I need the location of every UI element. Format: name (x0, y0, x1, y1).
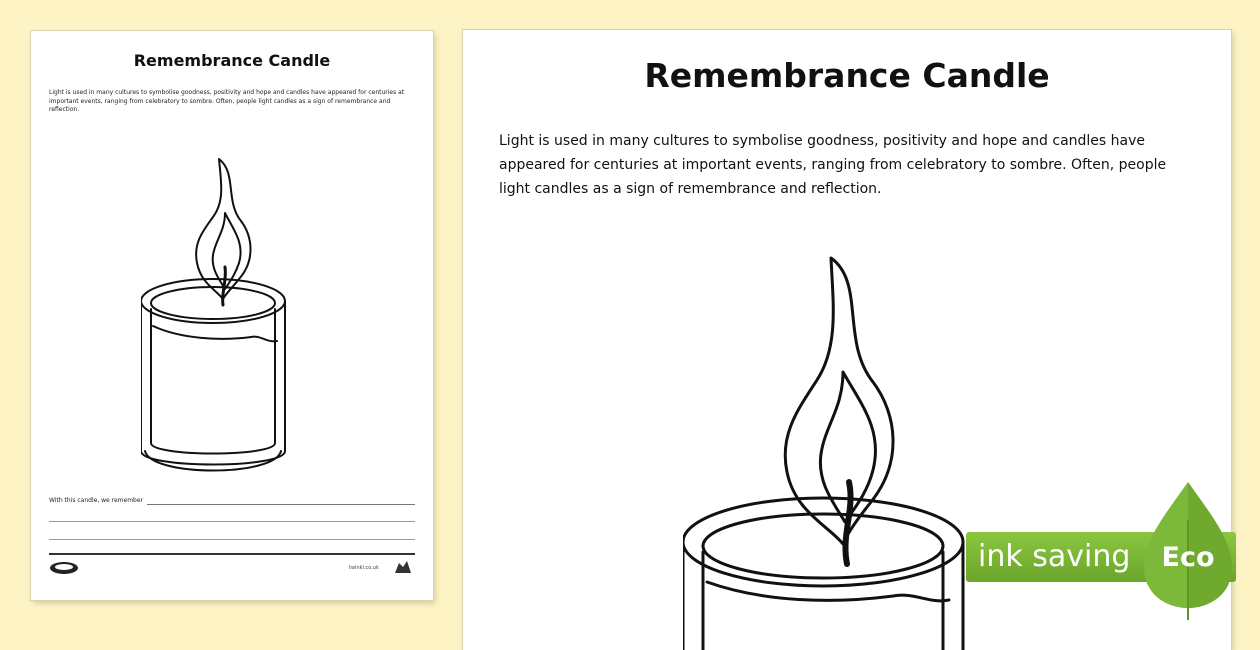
candle-outline-icon (141, 151, 311, 481)
candle-outline-icon (683, 252, 1013, 650)
answer-line (147, 498, 415, 505)
answer-line (49, 539, 415, 540)
eco-label: Eco (1161, 542, 1215, 573)
badge-icon (393, 559, 413, 575)
answer-line (49, 521, 415, 522)
footer-divider (49, 553, 415, 555)
intro-paragraph: Light is used in many cultures to symbolise goodness, positivity and hope and candles have appeared for centuries at important events, ranging from celebratory to sombre. Often, people light candles as a sign of remembrance and reflection. (49, 89, 405, 113)
twinkl-logo-icon (49, 561, 79, 575)
footer-url: twinkl.co.uk (349, 565, 379, 571)
page-title: Remembrance Candle (644, 56, 1050, 95)
remember-prompt-label: With this candle, we remember (49, 497, 144, 504)
intro-paragraph: Light is used in many cultures to symbolise goodness, positivity and hope and candles have appeared for centuries at important events, ranging from celebratory to sombre. Often, people light candles as a sign of remembrance and reflection. (499, 133, 1167, 197)
remember-prompt-row (49, 493, 415, 505)
eco-ink-saving-badge (966, 480, 1256, 620)
worksheet-preview-small (31, 31, 433, 600)
ink-saving-label: ink saving (978, 539, 1131, 574)
page-title: Remembrance Candle (133, 51, 331, 70)
